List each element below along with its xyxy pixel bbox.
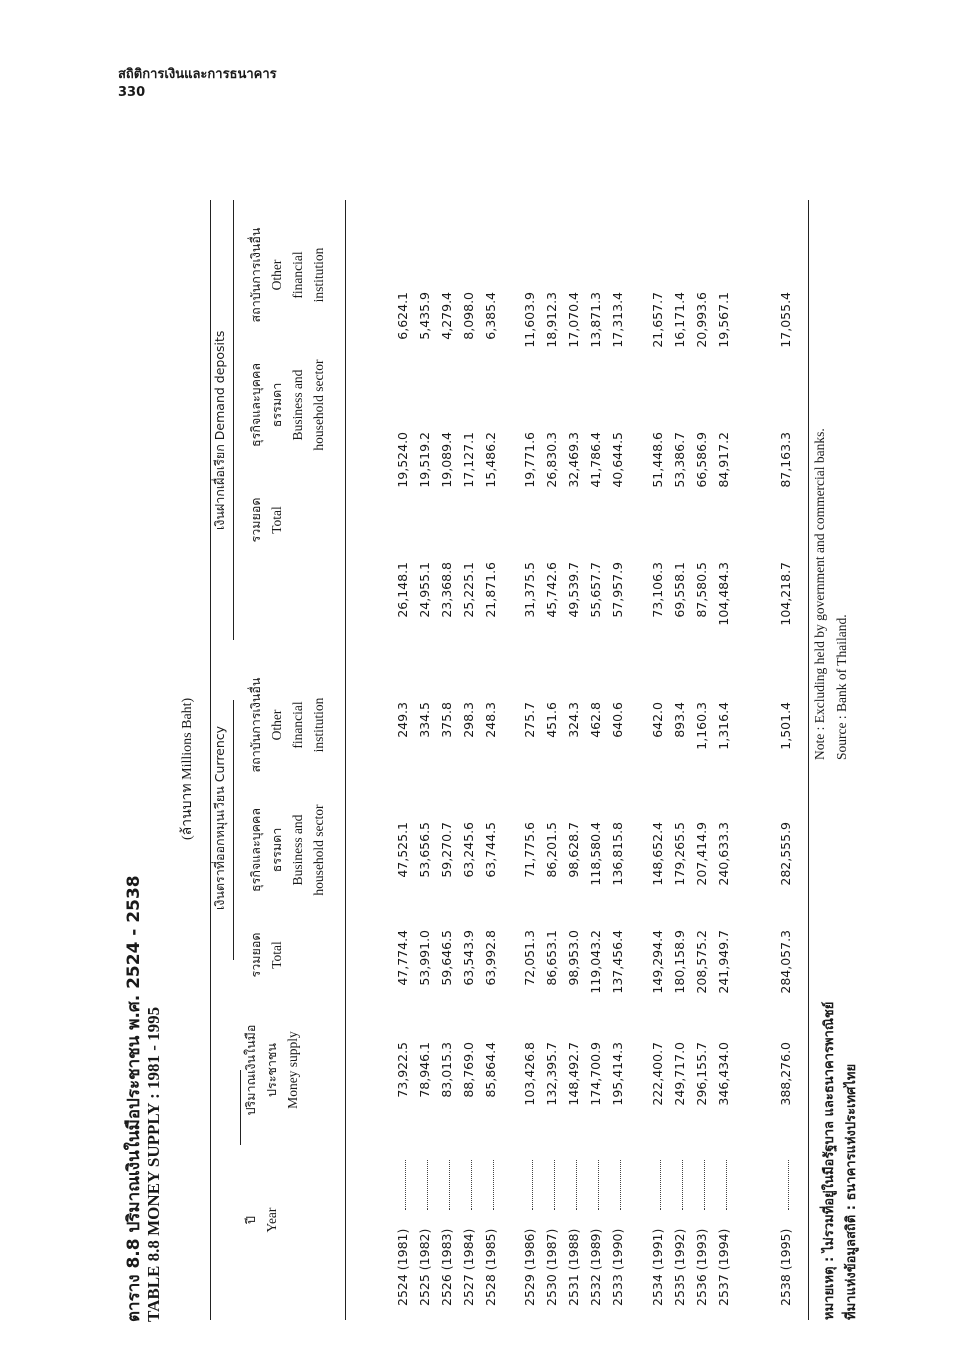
row-value: 240,633.3 (716, 822, 731, 886)
row-value: 13,871.3 (588, 292, 603, 348)
row-value: 86,653.1 (544, 930, 559, 986)
year-column-header (240, 1160, 282, 1280)
table-row (650, 200, 672, 1320)
row-value: 87,163.3 (778, 432, 793, 488)
row-year: 2537 (1994) (716, 1228, 731, 1306)
leader-dots (405, 1160, 406, 1210)
row-value: 118,580.4 (588, 822, 603, 886)
row-value: 53,386.7 (672, 432, 687, 488)
demand-other-english-3: institution (311, 247, 326, 303)
demand-other-english: Other (269, 259, 284, 291)
page-number: 330 (118, 85, 146, 100)
row-value: 45,742.6 (544, 562, 559, 618)
row-year: 2532 (1989) (588, 1228, 603, 1306)
row-value: 4,279.4 (439, 292, 454, 340)
row-value: 282,555.9 (778, 822, 793, 886)
row-value: 324.3 (566, 702, 581, 738)
row-value: 88,769.0 (461, 1042, 476, 1098)
row-value: 26,148.1 (395, 562, 410, 618)
row-value: 31,375.5 (522, 562, 537, 618)
row-value: 136,815.8 (610, 822, 625, 886)
row-value: 284,057.3 (778, 930, 793, 994)
row-year: 2536 (1993) (694, 1228, 709, 1306)
section-title: สถิติการเงินและการธนาคาร (118, 67, 277, 82)
row-value: 19,089.4 (439, 432, 454, 488)
money-supply-column-header (240, 1010, 303, 1130)
row-value: 25,225.1 (461, 562, 476, 618)
row-value: 49,539.7 (566, 562, 581, 618)
row-value: 1,160.3 (694, 702, 709, 750)
row-value: 41,786.4 (588, 432, 603, 488)
rotated-table-page (90, 120, 890, 1320)
demand-other-english-2: financial (290, 251, 305, 299)
row-value: 104,484.3 (716, 562, 731, 626)
row-year: 2528 (1985) (483, 1228, 498, 1306)
source-thai: ที่มาแห่งข้อมูลสถิติ : ธนาคารแห่งประเทศไทย (844, 1063, 859, 1320)
row-value: 59,270.7 (439, 822, 454, 878)
row-year: 2524 (1981) (395, 1228, 410, 1306)
row-value: 241,949.7 (716, 930, 731, 994)
currency-business-thai: ธุรกิจและบุคคล (248, 808, 263, 892)
money-supply-group-thai: ปริมาณเงินในมือ (243, 1024, 258, 1116)
table-bottom-rule (808, 200, 809, 1320)
row-value: 451.6 (544, 702, 559, 738)
row-value: 53,656.5 (417, 822, 432, 878)
row-value: 18,912.3 (544, 292, 559, 348)
leader-dots (493, 1160, 494, 1210)
row-value: 249.3 (395, 702, 410, 738)
demand-deposits-group-header: เงินฝากเผื่อเรียก Demand deposits (212, 330, 227, 530)
row-value: 119,043.2 (588, 930, 603, 994)
header-bottom-rule (345, 200, 346, 1320)
row-value: 71,775.6 (522, 822, 537, 878)
row-value: 85,864.4 (483, 1042, 498, 1098)
row-value: 86,201.5 (544, 822, 559, 878)
leader-dots (682, 1160, 683, 1210)
demand-group-rule (233, 200, 234, 640)
row-value: 1,316.4 (716, 702, 731, 750)
row-value: 55,657.7 (588, 562, 603, 618)
leader-dots (726, 1160, 727, 1210)
row-value: 388,276.0 (778, 1042, 793, 1106)
demand-total-header (245, 460, 287, 580)
units-label: (ล้านบาท Millions Baht) (180, 697, 195, 840)
row-value: 180,158.9 (672, 930, 687, 994)
row-value: 63,543.9 (461, 930, 476, 986)
money-supply-header-english: Money supply (285, 1031, 300, 1109)
row-value: 103,426.8 (522, 1042, 537, 1106)
row-value: 32,469.3 (566, 432, 581, 488)
row-value: 20,993.6 (694, 292, 709, 348)
row-value: 73,106.3 (650, 562, 665, 618)
table-row (483, 200, 505, 1320)
row-year: 2530 (1987) (544, 1228, 559, 1306)
row-value: 16,171.4 (672, 292, 687, 348)
currency-total-english: Total (269, 941, 284, 969)
table-row (566, 200, 588, 1320)
row-value: 179,265.5 (672, 822, 687, 886)
row-value: 47,774.4 (395, 930, 410, 986)
currency-business-english: Business and (290, 814, 305, 886)
row-value: 47,525.1 (395, 822, 410, 878)
row-value: 26,830.3 (544, 432, 559, 488)
row-value: 19,524.0 (395, 432, 410, 488)
demand-other-header (245, 215, 329, 335)
row-year: 2525 (1982) (417, 1228, 432, 1306)
row-value: 222,400.7 (650, 1042, 665, 1106)
leader-dots (471, 1160, 472, 1210)
row-value: 23,368.8 (439, 562, 454, 618)
row-value: 84,917.2 (716, 432, 731, 488)
year-header-thai: ปี (243, 1216, 258, 1224)
leader-dots (554, 1160, 555, 1210)
row-value: 15,486.2 (483, 432, 498, 488)
row-value: 51,448.6 (650, 432, 665, 488)
demand-business-header (245, 345, 329, 465)
note-thai: หมายเหตุ : ไม่รวมที่อยู่ในมือรัฐบาล และธนาคารพาณิชย์ (822, 1001, 837, 1320)
row-value: 83,015.3 (439, 1042, 454, 1098)
currency-business-english-2: household sector (311, 804, 326, 896)
money-supply-header-thai: ประชาชน (264, 1043, 279, 1097)
table-row (716, 200, 738, 1320)
row-year: 2534 (1991) (650, 1228, 665, 1306)
row-value: 296,155.7 (694, 1042, 709, 1106)
leader-dots (704, 1160, 705, 1210)
row-value: 207,414.9 (694, 822, 709, 886)
row-value: 21,657.7 (650, 292, 665, 348)
currency-total-header (245, 895, 287, 1015)
row-year: 2529 (1986) (522, 1228, 537, 1306)
leader-dots (576, 1160, 577, 1210)
leader-dots (449, 1160, 450, 1210)
table-row (672, 200, 694, 1320)
demand-total-thai: รวมยอด (248, 497, 263, 543)
row-value: 17,313.4 (610, 292, 625, 348)
row-value: 98,628.7 (566, 822, 581, 878)
table-row (588, 200, 610, 1320)
table-title-english: TABLE 8.8 MONEY SUPPLY : 1981 - 1995 (144, 1006, 163, 1322)
table-row (439, 200, 461, 1320)
table-row (610, 200, 632, 1320)
row-value: 104,218.7 (778, 562, 793, 626)
row-value: 59,646.5 (439, 930, 454, 986)
currency-other-english-3: institution (311, 697, 326, 753)
row-value: 24,955.1 (417, 562, 432, 618)
row-value: 19,519.2 (417, 432, 432, 488)
table-row (694, 200, 716, 1320)
row-value: 17,055.4 (778, 292, 793, 348)
row-value: 53,991.0 (417, 930, 432, 986)
row-value: 275.7 (522, 702, 537, 738)
row-year: 2527 (1984) (461, 1228, 476, 1306)
leader-dots (427, 1160, 428, 1210)
leader-dots (660, 1160, 661, 1210)
row-value: 6,624.1 (395, 292, 410, 340)
row-year: 2533 (1990) (610, 1228, 625, 1306)
row-value: 346,434.0 (716, 1042, 731, 1106)
row-value: 19,771.6 (522, 432, 537, 488)
row-value: 208,575.2 (694, 930, 709, 994)
demand-business-thai: ธุรกิจและบุคคล (248, 363, 263, 447)
table-row (395, 200, 417, 1320)
row-value: 149,294.4 (650, 930, 665, 994)
row-value: 5,435.9 (417, 292, 432, 340)
row-value: 98,953.0 (566, 930, 581, 986)
row-value: 72,051.3 (522, 930, 537, 986)
table-row (778, 200, 800, 1320)
table-row (417, 200, 439, 1320)
row-value: 6,385.4 (483, 292, 498, 340)
row-value: 21,871.6 (483, 562, 498, 618)
row-year: 2535 (1992) (672, 1228, 687, 1306)
row-value: 174,700.9 (588, 1042, 603, 1106)
currency-business-thai-2: ธรรมดา (269, 827, 284, 873)
leader-dots (532, 1160, 533, 1210)
currency-other-english: Other (269, 709, 284, 741)
table-row (522, 200, 544, 1320)
leader-dots (598, 1160, 599, 1210)
table-title-thai: ตาราง 8.8 ปริมาณเงินในมือประชาชน พ.ศ. 2524 - 2538 (124, 875, 144, 1322)
row-value: 137,456.4 (610, 930, 625, 994)
row-value: 11,603.9 (522, 292, 537, 348)
row-value: 73,922.5 (395, 1042, 410, 1098)
row-value: 375.8 (439, 702, 454, 738)
demand-total-english: Total (269, 506, 284, 534)
demand-business-english-2: household sector (311, 359, 326, 451)
row-value: 19,567.1 (716, 292, 731, 348)
row-value: 57,957.9 (610, 562, 625, 618)
row-value: 642.0 (650, 702, 665, 738)
note-english: Note : Excluding held by government and commercial banks. (812, 428, 827, 760)
source-english: Source : Bank of Thailand. (834, 614, 849, 760)
table-row (461, 200, 483, 1320)
row-value: 195,414.3 (610, 1042, 625, 1106)
row-value: 248.3 (483, 702, 498, 738)
row-value: 148,652.4 (650, 822, 665, 886)
row-value: 893.4 (672, 702, 687, 738)
row-value: 63,992.8 (483, 930, 498, 986)
row-value: 78,946.1 (417, 1042, 432, 1098)
row-value: 132,395.7 (544, 1042, 559, 1106)
row-value: 298.3 (461, 702, 476, 738)
row-value: 63,744.5 (483, 822, 498, 878)
row-value: 40,644.5 (610, 432, 625, 488)
page-header (118, 66, 277, 102)
currency-total-thai: รวมยอด (248, 932, 263, 978)
row-value: 249,717.0 (672, 1042, 687, 1106)
leader-dots (788, 1160, 789, 1210)
leader-dots (620, 1160, 621, 1210)
currency-other-thai: สถาบันการเงินอื่น (248, 677, 263, 773)
row-year: 2538 (1995) (778, 1228, 793, 1306)
row-value: 17,070.4 (566, 292, 581, 348)
row-value: 8,098.0 (461, 292, 476, 340)
table-row (544, 200, 566, 1320)
row-value: 148,492.7 (566, 1042, 581, 1106)
row-value: 640.6 (610, 702, 625, 738)
row-year: 2526 (1983) (439, 1228, 454, 1306)
currency-group-header: เงินตราที่ออกหมุนเวียน Currency (212, 725, 227, 910)
row-value: 1,501.4 (778, 702, 793, 750)
row-value: 17,127.1 (461, 432, 476, 488)
demand-business-thai-2: ธรรมดา (269, 382, 284, 428)
demand-business-english: Business and (290, 369, 305, 441)
currency-group-rule (233, 700, 234, 960)
row-value: 462.8 (588, 702, 603, 738)
row-value: 69,558.1 (672, 562, 687, 618)
demand-other-thai: สถาบันการเงินอื่น (248, 227, 263, 323)
row-value: 66,586.9 (694, 432, 709, 488)
row-value: 334.5 (417, 702, 432, 738)
row-year: 2531 (1988) (566, 1228, 581, 1306)
row-value: 63,245.6 (461, 822, 476, 878)
row-value: 87,580.5 (694, 562, 709, 618)
year-header-english: Year (264, 1207, 279, 1233)
currency-business-header (245, 790, 329, 910)
currency-other-header (245, 665, 329, 785)
currency-other-english-2: financial (290, 701, 305, 749)
